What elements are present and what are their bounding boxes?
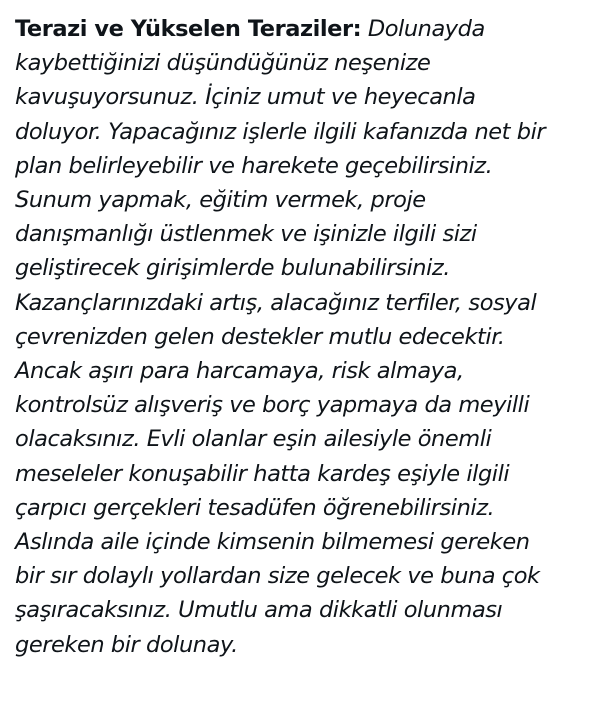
text-line: bir sır dolaylı yollardan size gelecek ve buna çok [15,563,540,590]
text-line: kaybettiğinizi düşündüğünüz neşenize [15,50,431,77]
text-line: gereken bir dolunay. [15,631,238,658]
text-line: şaşıracaksınız. Umutlu ama dikkatli olunması [15,597,503,624]
horoscope-post-text [15,12,590,662]
text-line: Kazançlarınızdaki artış, alacağınız terfiler, sosyal [15,289,537,316]
text-line: geliştirecek girişimlerde bulunabilirsiniz. [15,255,450,282]
text-segment: Dolunayda [361,16,485,42]
text-line: çarpıcı gerçekleri tesadüfen öğrenebilirsiniz. [15,494,495,521]
text-line: Aslında aile içinde kimsenin bilmemesi gereken [15,529,530,556]
text-line: çevrenizden gelen destekler mutlu edecektir. [15,323,505,350]
text-line: kavuşuyorsunuz. İçiniz umut ve heyecanla [15,84,476,111]
sign-heading: Terazi ve Yükselen Teraziler: [15,16,362,42]
text-line: kontrolsüz alışveriş ve borç yapmaya da meyilli [15,392,530,419]
text-line: Ancak aşırı para harcamaya, risk almaya, [15,358,464,385]
text-line: doluyor. Yapacağınız işlerle ilgili kafanızda net bir [15,118,546,145]
text-line: meseleler konuşabilir hatta kardeş eşiyle ilgili [15,460,510,487]
text-line: plan belirleyebilir ve harekete geçebilirsiniz. [15,152,493,179]
text-line: Sunum yapmak, eğitim vermek, proje [15,187,426,214]
text-line [15,12,590,46]
text-line: olacaksınız. Evli olanlar eşin ailesiyle önemli [15,426,492,453]
text-line: danışmanlığı üstlenmek ve işinizle ilgili sizi [15,221,477,248]
